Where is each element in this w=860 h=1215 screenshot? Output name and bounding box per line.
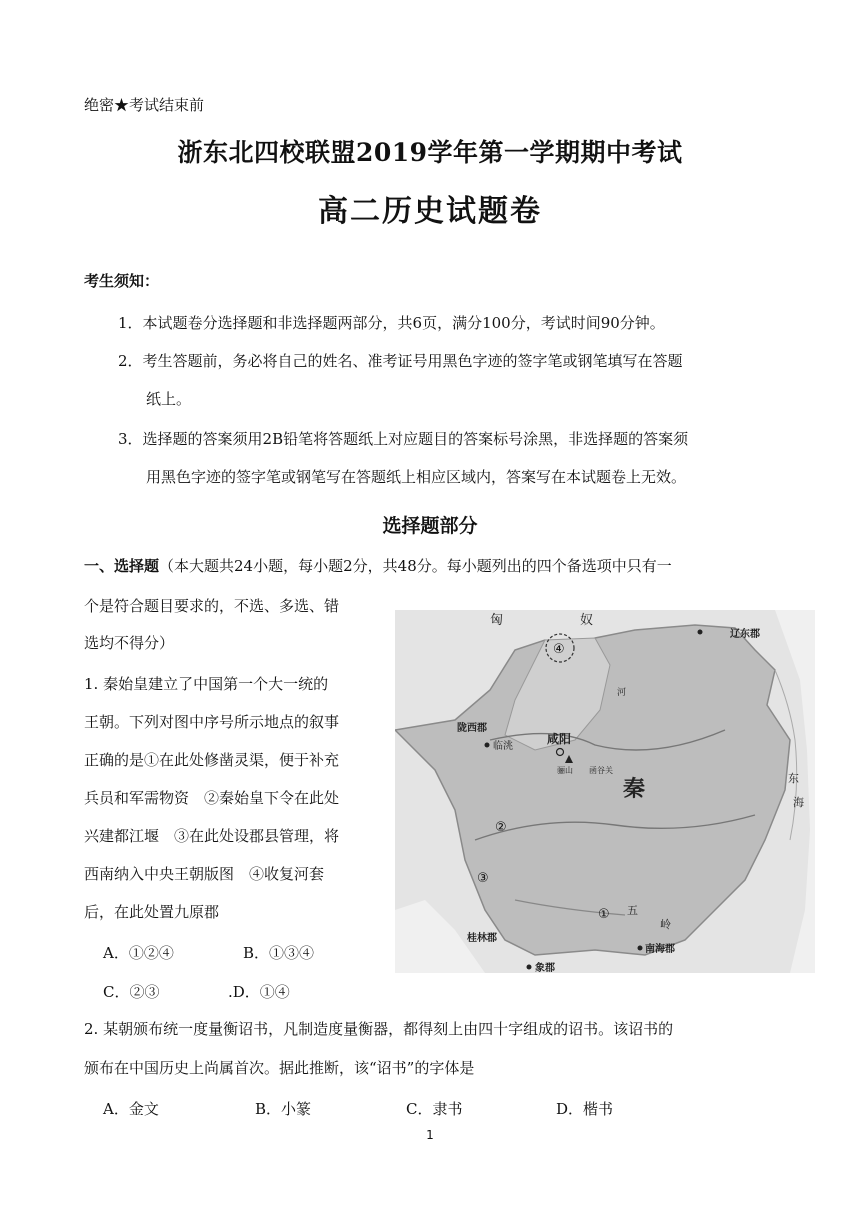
notice-item-2-line-2: 纸上。: [146, 390, 192, 408]
part-one-label: 一、选择题: [84, 557, 160, 575]
notice-item-2-line-1: 2．考生答题前，务必将自己的姓名、准考证号用黑色字迹的签字笔或钢笔填写在答题: [118, 352, 683, 370]
liaodong-dot: [698, 630, 703, 635]
paper-title: 高二历史试题卷: [318, 194, 542, 229]
q1-option-d: .D．①④: [228, 983, 290, 1001]
q1-option-c: C．②③: [103, 983, 160, 1001]
q1-stem-line-4: 兵员和军需物资 ②秦始皇下令在此处: [84, 789, 340, 807]
map-label-wu: 五: [627, 904, 638, 917]
map-label-hai: 海: [793, 796, 804, 809]
q1-stem-line-6: 西南纳入中央王朝版图 ④收复河套: [84, 865, 325, 883]
lintao-dot: [485, 743, 490, 748]
map-marker-1: ①: [598, 907, 610, 922]
map-label-xiongnu-1: 匈: [490, 613, 504, 628]
map-label-he: 河: [617, 688, 627, 698]
notice-item-3-line-1: 3．选择题的答案须用2B铅笔将答题纸上对应题目的答案标号涂黑，非选择题的答案须: [118, 430, 689, 448]
map-marker-4: ④: [553, 642, 565, 657]
q2-option-a: A．金文: [103, 1100, 159, 1118]
notice-heading: 考生须知：: [84, 272, 160, 290]
map-label-xiongnu-2: 奴: [580, 613, 594, 628]
map-label-xianyang: 咸阳: [547, 732, 572, 746]
map-label-lishan: 骊山: [557, 766, 573, 775]
map-label-qin: 秦: [623, 777, 646, 802]
map-marker-3: ③: [477, 871, 489, 886]
page-number: 1: [426, 1128, 434, 1142]
part-one-intro-line-3: 选均不得分）: [84, 634, 175, 652]
q1-stem-line-2: 王朝。下列对图中序号所示地点的叙事: [84, 713, 340, 731]
notice-item-3-line-2: 用黑色字迹的签字笔或钢笔写在答题纸上相应区域内，答案写在本试题卷上无效。: [146, 468, 687, 486]
nanhai-dot: [638, 946, 643, 951]
confidential-mark: 绝密★考试结束前: [84, 96, 205, 114]
map-label-nanhai: 南海郡: [645, 944, 675, 955]
map-marker-2: ②: [495, 820, 507, 835]
map-label-xiang: 象郡: [535, 963, 555, 973]
q1-stem-line-3: 正确的是①在此处修凿灵渠，便于补充: [84, 751, 340, 769]
map-graphic: [395, 610, 815, 973]
part-one-intro-text: （本大题共24小题，每小题2分，共48分。每小题列出的四个备选项中只有一: [159, 557, 672, 575]
q1-stem-line-7: 后，在此处置九原郡: [84, 903, 220, 921]
map-label-ling: 岭: [660, 918, 671, 931]
q1-option-b: B．①③④: [243, 944, 315, 962]
part-one-intro-line-1: [84, 556, 672, 576]
q2-option-b: B．小篆: [255, 1100, 312, 1118]
part-one-intro-line-2: 个是符合题目要求的，不选、多选、错: [84, 597, 340, 615]
q2-stem-line-1: 2. 某朝颁布统一度量衡诏书，凡制造度量衡器，都得刻上由四十字组成的诏书。该诏书的: [84, 1020, 674, 1038]
map-label-liaodong: 辽东郡: [730, 629, 760, 640]
map-label-lintao: 临洮: [493, 741, 513, 752]
q2-option-d: D．楷书: [556, 1100, 614, 1118]
q2-stem-line-2: 颁布在中国历史上尚属首次。据此推断，该“诏书”的字体是: [84, 1059, 475, 1077]
exam-title: 浙东北四校联盟2019学年第一学期期中考试: [177, 138, 683, 167]
q1-stem-line-5: 兴建都江堰 ③在此处设郡县管理，将: [84, 827, 340, 845]
qin-dynasty-map: [395, 610, 815, 973]
section-title: 选择题部分: [382, 515, 478, 537]
map-label-longxi: 陇西郡: [457, 723, 487, 734]
map-label-guilin: 桂林郡: [467, 933, 497, 944]
map-label-dong: 东: [788, 772, 799, 785]
notice-item-1: 1．本试题卷分选择题和非选择题两部分，共6页，满分100分，考试时间90分钟。: [118, 314, 665, 332]
q1-option-a: A．①②④: [103, 944, 174, 962]
q2-option-c: C．隶书: [406, 1100, 463, 1118]
xiang-dot: [527, 965, 532, 970]
map-label-hangu: 函谷关: [589, 766, 613, 775]
q1-stem-line-1: 1. 秦始皇建立了中国第一个大一统的: [84, 675, 329, 693]
